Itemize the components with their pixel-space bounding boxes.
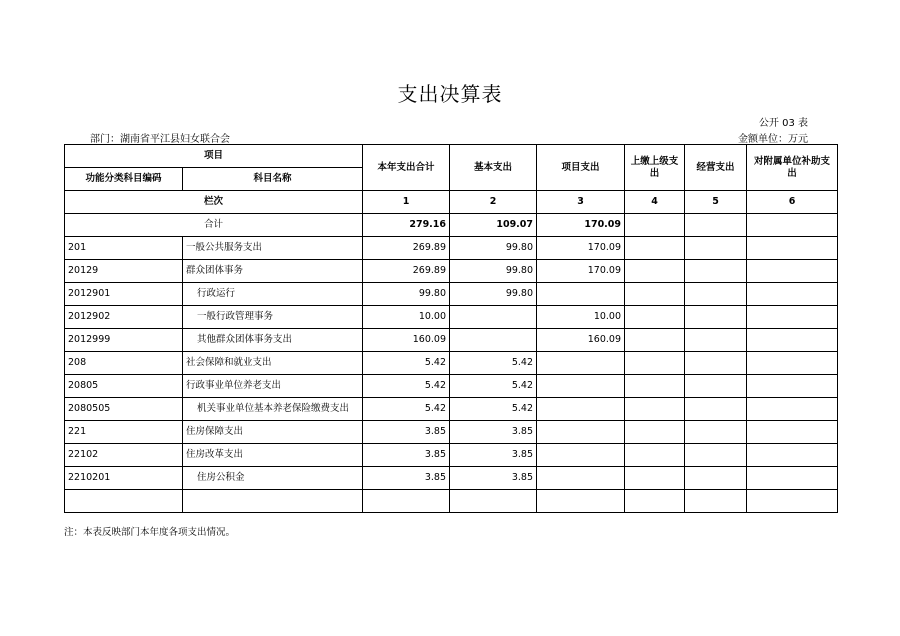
row-basic: 3.85 — [450, 467, 537, 490]
row-operating — [685, 467, 747, 490]
row-total — [363, 490, 450, 513]
row-project: 160.09 — [537, 329, 625, 352]
table-row — [65, 329, 838, 352]
row-name — [183, 490, 363, 513]
row-basic: 99.80 — [450, 283, 537, 306]
row-name: 一般行政管理事务 — [183, 306, 363, 329]
table-row — [65, 444, 838, 467]
amount-unit-label: 金额单位：万元 — [738, 134, 808, 145]
row-operating — [685, 283, 747, 306]
page-title: 支出决算表 — [397, 82, 503, 106]
row-total: 160.09 — [363, 329, 450, 352]
row-code: 2012999 — [65, 329, 183, 352]
row-upper — [625, 306, 685, 329]
header-code: 功能分类科目编码 — [65, 168, 183, 191]
table-row — [65, 237, 838, 260]
row-upper — [625, 490, 685, 513]
row-operating — [685, 306, 747, 329]
row-project — [537, 352, 625, 375]
row-name: 其他群众团体事务支出 — [183, 329, 363, 352]
col-num-1: 1 — [363, 191, 450, 214]
total-project: 170.09 — [537, 214, 625, 237]
row-subsidy — [747, 283, 838, 306]
row-code: 20129 — [65, 260, 183, 283]
row-code: 201 — [65, 237, 183, 260]
row-name: 机关事业单位基本养老保险缴费支出 — [183, 398, 363, 421]
table-row — [65, 260, 838, 283]
row-upper — [625, 421, 685, 444]
row-name: 行政事业单位养老支出 — [183, 375, 363, 398]
row-subsidy — [747, 237, 838, 260]
row-name: 一般公共服务支出 — [183, 237, 363, 260]
row-subsidy — [747, 352, 838, 375]
row-project — [537, 398, 625, 421]
row-code — [65, 490, 183, 513]
table-row — [65, 375, 838, 398]
row-project: 170.09 — [537, 237, 625, 260]
row-subsidy — [747, 260, 838, 283]
row-upper — [625, 283, 685, 306]
row-upper — [625, 375, 685, 398]
row-project — [537, 283, 625, 306]
row-code: 20805 — [65, 375, 183, 398]
row-operating — [685, 352, 747, 375]
row-total: 269.89 — [363, 260, 450, 283]
row-subsidy — [747, 421, 838, 444]
row-operating — [685, 490, 747, 513]
row-name: 住房保障支出 — [183, 421, 363, 444]
row-operating — [685, 237, 747, 260]
header-total: 本年支出合计 — [363, 145, 450, 191]
total-label: 合计 — [65, 214, 363, 237]
row-basic: 99.80 — [450, 237, 537, 260]
row-project: 10.00 — [537, 306, 625, 329]
row-total: 5.42 — [363, 398, 450, 421]
total-row — [65, 214, 838, 237]
table-row — [65, 283, 838, 306]
department-label: 部门：湖南省平江县妇女联合会 — [90, 134, 230, 145]
total-amount: 279.16 — [363, 214, 450, 237]
row-name: 住房公积金 — [183, 467, 363, 490]
row-project — [537, 421, 625, 444]
row-project — [537, 375, 625, 398]
total-operating — [685, 214, 747, 237]
row-subsidy — [747, 467, 838, 490]
row-code: 2080505 — [65, 398, 183, 421]
row-basic — [450, 490, 537, 513]
row-basic: 5.42 — [450, 352, 537, 375]
row-total: 3.85 — [363, 421, 450, 444]
row-subsidy — [747, 444, 838, 467]
row-subsidy — [747, 306, 838, 329]
row-total: 3.85 — [363, 467, 450, 490]
row-project: 170.09 — [537, 260, 625, 283]
footnote: 注：本表反映部门本年度各项支出情况。 — [64, 527, 236, 538]
row-operating — [685, 329, 747, 352]
row-subsidy — [747, 398, 838, 421]
row-name: 社会保障和就业支出 — [183, 352, 363, 375]
row-subsidy — [747, 375, 838, 398]
expenditure-table — [64, 144, 838, 513]
row-upper — [625, 329, 685, 352]
header-item: 项目 — [65, 145, 363, 168]
row-basic: 3.85 — [450, 444, 537, 467]
row-project — [537, 467, 625, 490]
col-num-5: 5 — [685, 191, 747, 214]
total-upper — [625, 214, 685, 237]
row-operating — [685, 260, 747, 283]
row-basic — [450, 329, 537, 352]
row-code: 2210201 — [65, 467, 183, 490]
row-code: 221 — [65, 421, 183, 444]
row-operating — [685, 421, 747, 444]
row-total: 5.42 — [363, 352, 450, 375]
row-total: 10.00 — [363, 306, 450, 329]
row-total: 269.89 — [363, 237, 450, 260]
table-row — [65, 421, 838, 444]
row-upper — [625, 260, 685, 283]
header-basic: 基本支出 — [450, 145, 537, 191]
total-basic: 109.07 — [450, 214, 537, 237]
col-num-2: 2 — [450, 191, 537, 214]
row-name: 住房改革支出 — [183, 444, 363, 467]
row-basic: 3.85 — [450, 421, 537, 444]
row-name: 群众团体事务 — [183, 260, 363, 283]
row-code: 2012902 — [65, 306, 183, 329]
row-operating — [685, 375, 747, 398]
header-column-label: 栏次 — [65, 191, 363, 214]
row-upper — [625, 352, 685, 375]
row-name: 行政运行 — [183, 283, 363, 306]
table-row — [65, 352, 838, 375]
row-basic: 5.42 — [450, 398, 537, 421]
table-row — [65, 398, 838, 421]
row-operating — [685, 398, 747, 421]
total-subsidy — [747, 214, 838, 237]
header-upper: 上缴上级支出 — [625, 145, 685, 191]
row-basic: 99.80 — [450, 260, 537, 283]
row-total: 99.80 — [363, 283, 450, 306]
row-subsidy — [747, 329, 838, 352]
col-num-3: 3 — [537, 191, 625, 214]
row-basic — [450, 306, 537, 329]
row-upper — [625, 398, 685, 421]
form-code: 公开 03 表 — [758, 118, 808, 129]
row-upper — [625, 444, 685, 467]
table-row — [65, 306, 838, 329]
table-row — [65, 467, 838, 490]
row-subsidy — [747, 490, 838, 513]
row-code: 22102 — [65, 444, 183, 467]
header-project: 项目支出 — [537, 145, 625, 191]
row-upper — [625, 467, 685, 490]
col-num-6: 6 — [747, 191, 838, 214]
header-operating: 经营支出 — [685, 145, 747, 191]
row-total: 5.42 — [363, 375, 450, 398]
row-code: 2012901 — [65, 283, 183, 306]
table-row — [65, 490, 838, 513]
header-subsidy: 对附属单位补助支出 — [747, 145, 838, 191]
header-name: 科目名称 — [183, 168, 363, 191]
row-total: 3.85 — [363, 444, 450, 467]
row-upper — [625, 237, 685, 260]
row-project — [537, 490, 625, 513]
row-code: 208 — [65, 352, 183, 375]
row-basic: 5.42 — [450, 375, 537, 398]
col-num-4: 4 — [625, 191, 685, 214]
row-project — [537, 444, 625, 467]
row-operating — [685, 444, 747, 467]
